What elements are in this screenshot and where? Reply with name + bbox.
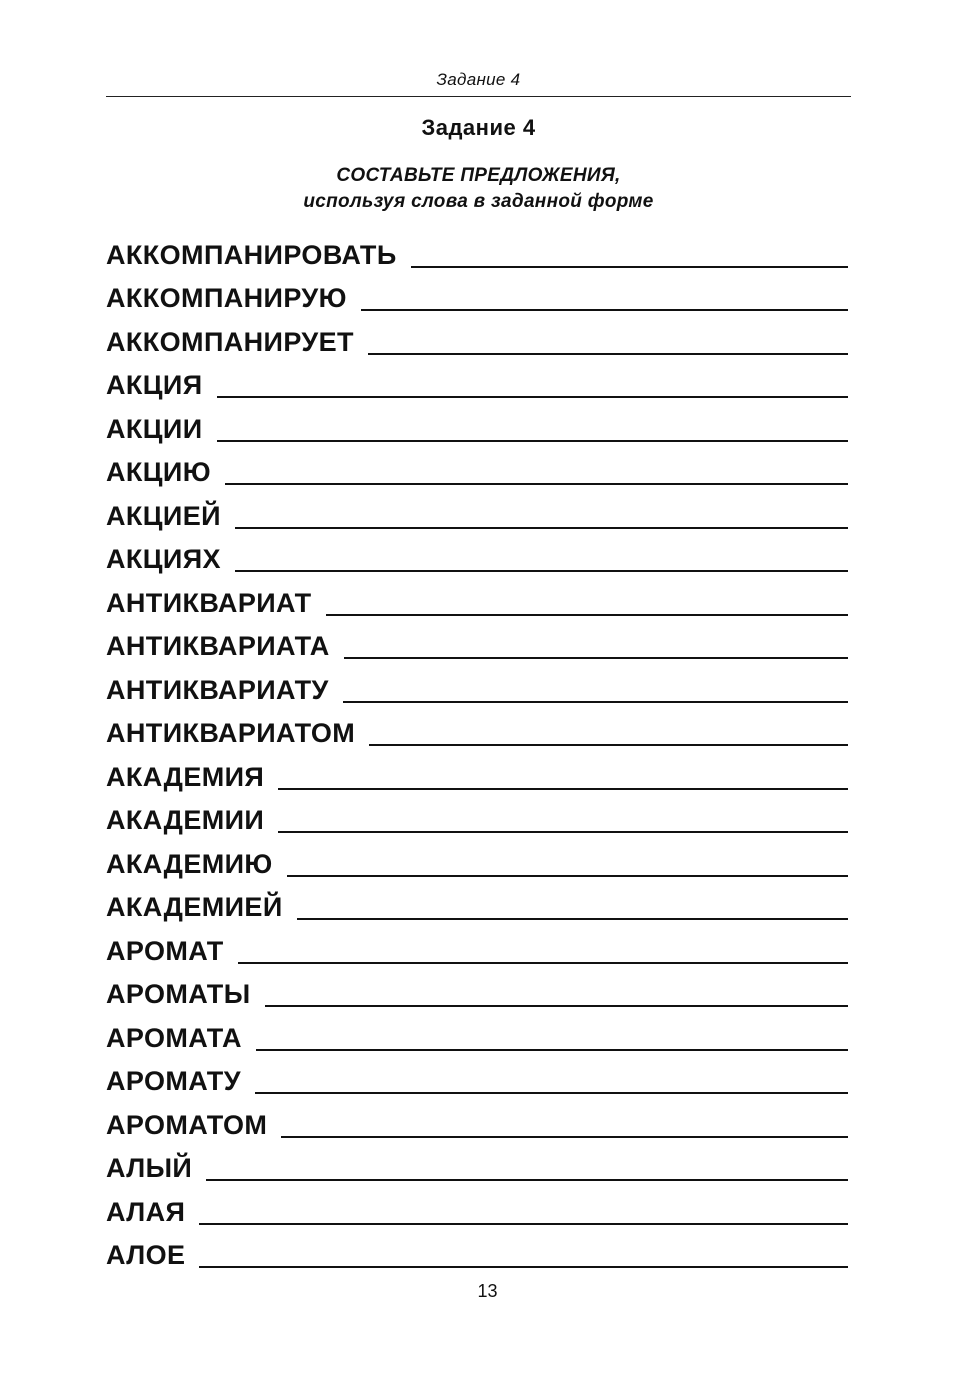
answer-line[interactable] xyxy=(199,1223,848,1225)
answer-line[interactable] xyxy=(217,440,848,442)
word-row xyxy=(106,922,848,966)
answer-line[interactable] xyxy=(281,1136,848,1138)
word-label: АКЦИИ xyxy=(106,413,203,444)
word-label: АКАДЕМИЯ xyxy=(106,761,265,792)
answer-line[interactable] xyxy=(361,309,848,311)
word-label: АКЦИЯХ xyxy=(106,544,221,574)
word-row xyxy=(106,1140,848,1184)
word-row xyxy=(106,1053,848,1097)
word-row xyxy=(106,531,848,575)
answer-line[interactable] xyxy=(256,1049,848,1051)
answer-line[interactable] xyxy=(255,1092,848,1094)
answer-line[interactable] xyxy=(217,396,848,398)
word-row xyxy=(106,357,848,401)
word-label: АНТИКВАРИАТОМ xyxy=(106,718,356,748)
answer-line[interactable] xyxy=(278,788,848,790)
word-row xyxy=(106,1227,848,1271)
word-label: АРОМАТА xyxy=(106,1022,242,1053)
word-row xyxy=(106,1096,848,1140)
word-row xyxy=(106,226,848,270)
word-label: АНТИКВАРИАТУ xyxy=(106,674,329,705)
word-row xyxy=(106,618,848,662)
word-label: АККОМПАНИРУЮ xyxy=(106,283,347,313)
word-row xyxy=(106,313,848,357)
answer-line[interactable] xyxy=(199,1266,848,1268)
answer-line[interactable] xyxy=(287,875,848,877)
word-label: АККОМПАНИРОВАТЬ xyxy=(106,239,397,270)
answer-line[interactable] xyxy=(368,353,848,355)
answer-line[interactable] xyxy=(265,1005,848,1007)
answer-line[interactable] xyxy=(225,483,848,485)
word-row xyxy=(106,792,848,836)
word-row xyxy=(106,574,848,618)
word-label: АКАДЕМИЮ xyxy=(106,848,273,879)
word-label: АРОМАТ xyxy=(106,935,224,966)
answer-line[interactable] xyxy=(326,614,849,616)
word-label: АЛОЕ xyxy=(106,1240,186,1270)
answer-line[interactable] xyxy=(278,831,848,833)
word-label: АЛЫЙ xyxy=(106,1153,193,1183)
answer-line[interactable] xyxy=(235,570,848,572)
word-row xyxy=(106,748,848,792)
word-row xyxy=(106,835,848,879)
page-number: 13 xyxy=(477,1281,498,1301)
word-label: АЛАЯ xyxy=(106,1196,186,1227)
answer-line[interactable] xyxy=(411,266,848,268)
task-title: Задание 4 xyxy=(421,115,536,140)
instruction-line-1: СОСТАВЬТЕ ПРЕДЛОЖЕНИЯ, xyxy=(336,165,621,186)
task-instruction xyxy=(106,163,851,215)
header-divider xyxy=(106,96,851,97)
answer-line[interactable] xyxy=(344,657,848,659)
word-label: АРОМАТУ xyxy=(106,1066,241,1096)
answer-line[interactable] xyxy=(297,918,848,920)
word-label: АКЦИЮ xyxy=(106,457,211,487)
word-row xyxy=(106,1183,848,1227)
word-list xyxy=(106,226,848,1270)
word-row xyxy=(106,1009,848,1053)
word-row xyxy=(106,966,848,1010)
word-row xyxy=(106,661,848,705)
answer-line[interactable] xyxy=(238,962,848,964)
word-label: АКЦИЯ xyxy=(106,370,203,400)
running-header: Задание 4 xyxy=(436,70,521,89)
word-label: АРОМАТЫ xyxy=(106,979,251,1009)
word-row xyxy=(106,270,848,314)
word-label: АККОМПАНИРУЕТ xyxy=(106,326,354,357)
answer-line[interactable] xyxy=(235,527,848,529)
answer-line[interactable] xyxy=(206,1179,848,1181)
answer-line[interactable] xyxy=(343,701,848,703)
word-row xyxy=(106,705,848,749)
word-label: АНТИКВАРИАТ xyxy=(106,587,312,618)
word-row xyxy=(106,879,848,923)
word-row xyxy=(106,400,848,444)
word-row xyxy=(106,487,848,531)
word-label: АКАДЕМИЕЙ xyxy=(106,892,283,922)
word-row xyxy=(106,444,848,488)
answer-line[interactable] xyxy=(369,744,848,746)
word-label: АРОМАТОМ xyxy=(106,1109,268,1140)
instruction-line-2: используя слова в заданной форме xyxy=(303,191,654,212)
word-label: АНТИКВАРИАТА xyxy=(106,631,330,661)
word-label: АКЦИЕЙ xyxy=(106,500,221,531)
word-label: АКАДЕМИИ xyxy=(106,805,265,835)
